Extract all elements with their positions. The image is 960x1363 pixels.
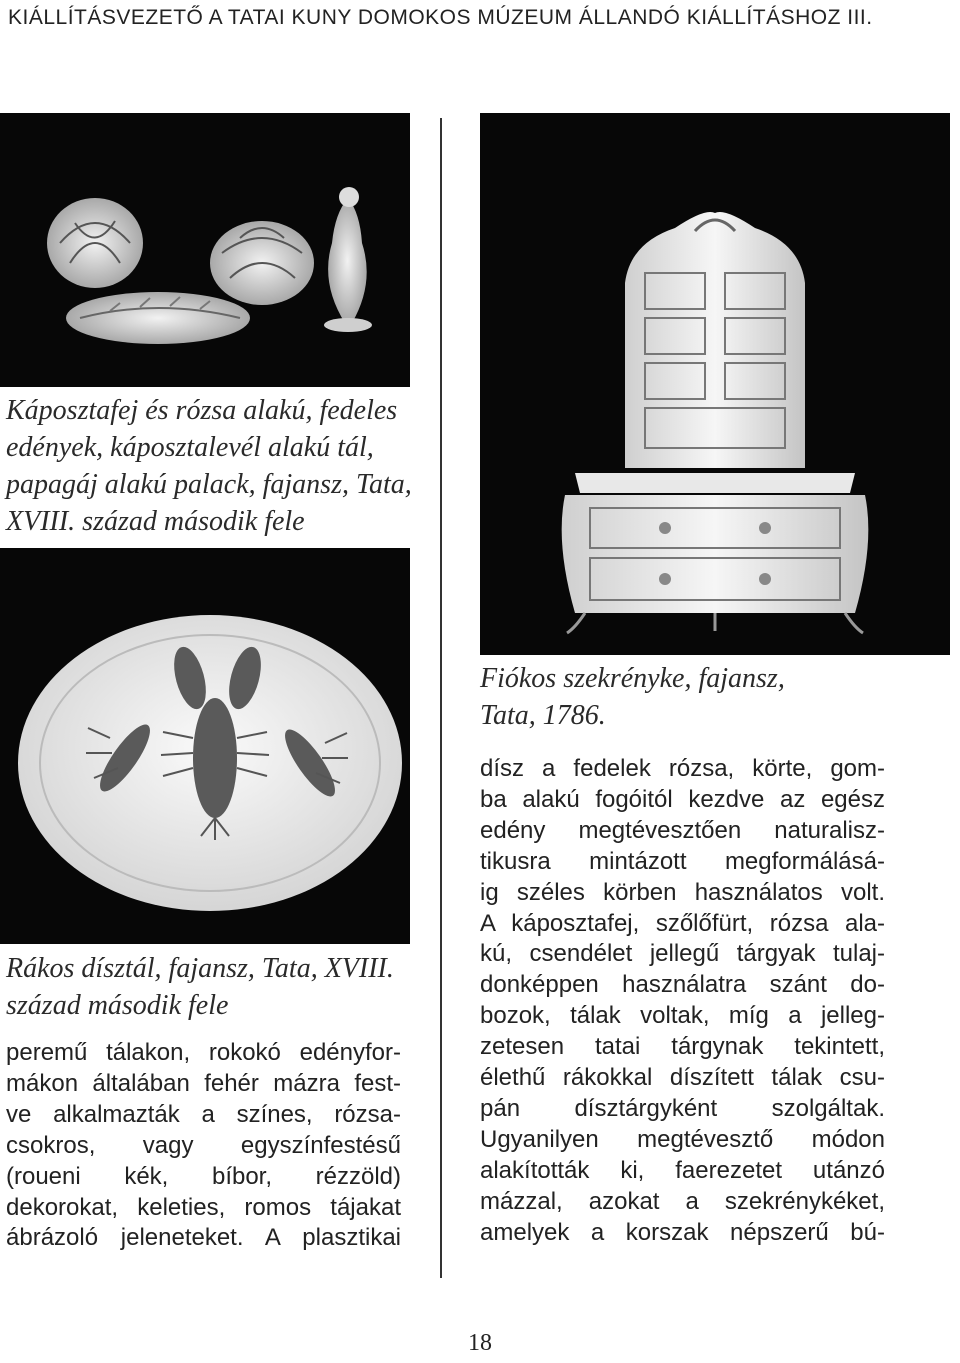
text-line: (roueni kék, bíbor, rézzöld) <box>6 1162 401 1190</box>
caption-line: század második fele <box>6 990 229 1021</box>
text-line: élethű rákokkal díszített tálak csu- <box>480 1064 885 1092</box>
text-line: A káposztafej, szőlőfürt, rózsa ala- <box>480 909 885 937</box>
drawer-cabinet-photo <box>480 113 950 655</box>
text-line: edény megtévesztően naturalisz- <box>480 816 885 844</box>
text-line: bozok, tálak voltak, míg a jelleg- <box>480 1002 885 1030</box>
text-line: tikusra mintázott megformálásá- <box>480 847 885 875</box>
text-line: ig széles körben használatos volt. <box>480 878 885 906</box>
caption-line: Káposztafej és rózsa alakú, fedeles <box>6 395 398 426</box>
text-line: amelyek a korszak népszerű bú- <box>480 1218 885 1246</box>
text-line: donképpen használatra szánt do- <box>480 971 885 999</box>
caption-line: edények, káposztalevél alakú tál, <box>6 432 374 463</box>
text-line: mázzal, azokat a szekrénykéket, <box>480 1187 885 1215</box>
cabinet-photo-caption <box>480 660 920 734</box>
cabbage-vessels-photo <box>0 113 410 387</box>
caption-line: papagáj alakú palack, fajansz, Tata, <box>6 469 412 500</box>
text-line: peremű tálakon, rokokó edényfor- <box>6 1039 401 1066</box>
text-line: csokros, vagy egyszínfestésű <box>6 1131 401 1159</box>
caption-line: Fiókos szekrényke, fajansz, <box>480 663 785 694</box>
right-column-text <box>480 754 885 1249</box>
text-line: ba alakú fogóitól kezdve az egész <box>480 785 885 813</box>
crayfish-platter-photo <box>0 548 410 944</box>
caption-line: Tata, 1786. <box>480 700 606 731</box>
column-divider <box>440 118 442 1278</box>
caption-line: Rákos dísztál, fajansz, Tata, XVIII. <box>6 953 394 984</box>
text-line: pán dísztárgyként szolgáltak. <box>480 1094 885 1122</box>
page-header: KIÁLLÍTÁSVEZETŐ A TATAI KUNY DOMOKOS MÚZEUM ÁLLANDÓ KIÁLLÍTÁSHOZ III. <box>8 6 873 29</box>
page-number: 18 <box>468 1330 492 1356</box>
text-line: Ugyanilyen megtévesztő módon <box>480 1125 885 1153</box>
text-line: alakították ki, faerezetet utánzó <box>480 1156 885 1184</box>
text-line: kú, csendélet jellegű tárgyak tulaj- <box>480 940 885 968</box>
text-line: ábrázoló jeleneteket. A plasztikai <box>6 1224 401 1252</box>
cabbage-photo-caption <box>6 392 431 540</box>
crayfish-photo-caption <box>6 950 431 1024</box>
left-column-text <box>6 1038 401 1254</box>
caption-line: XVIII. század második fele <box>6 506 305 537</box>
text-line: dísz a fedelek rózsa, körte, gom- <box>480 755 885 782</box>
text-line: mákon általában fehér mázra fest- <box>6 1069 401 1097</box>
text-line: zetesen tatai tárgynak tekintett, <box>480 1033 885 1061</box>
text-line: ve alkalmazták a színes, rózsa- <box>6 1100 401 1128</box>
text-line: dekorokat, keleties, romos tájakat <box>6 1193 401 1221</box>
